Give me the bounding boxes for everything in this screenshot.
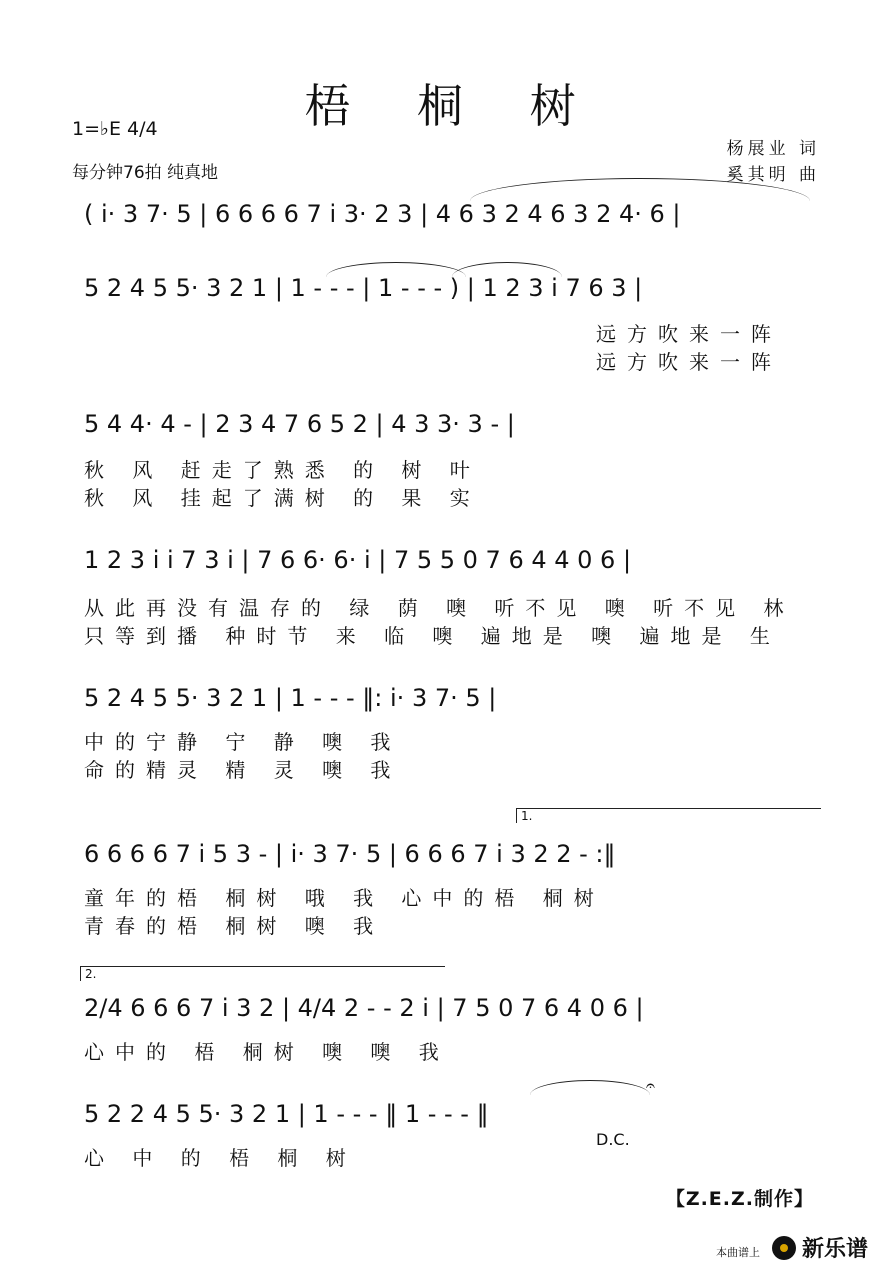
lyrics-row-5-verse-1: 中的宁静 宁 静 噢 我 [84,730,402,754]
row-7-notes: 2/4 6 6 6 7 i 3 2 | 4/4 2 - - 2 i | 7 5 0 7 6 4 0 6 | [84,994,644,1022]
volta-second-ending: 2. [80,966,445,981]
producer-credit: 【Z.E.Z.制作】 [665,1188,814,1210]
notation-row-7 [84,994,834,1022]
row-4-notes: 1 2 3 i i 7 3 i | 7 6 6· 6· i | 7 5 5 0 7 6 4 4 0 6 | [84,546,632,574]
row-2-notes: 5 2 4 5 5· 3 2 1 | 1 - - - | 1 - - - ) | 1 2 3 i 7 6 3 | [84,274,643,302]
row-3-notes: 5 4 4· 4 - | 2 3 4 7 6 5 2 | 4 3 3· 3 - | [84,410,515,438]
lyrics-row-3-verse-1: 秋 风 赶走了熟悉 的 树 叶 [84,458,481,482]
slur-arc [452,262,562,277]
lyrics-row-3-verse-2: 秋 风 挂起了满树 的 果 实 [84,486,481,510]
notation-row-5 [84,684,834,712]
brand-logo [772,1232,868,1263]
tempo-marking: 每分钟76拍 纯真地 [72,163,219,183]
key-signature: 1=♭E 4/4 [72,118,158,140]
footer-note: 本曲谱上 [716,1246,760,1259]
lyrics-row-4-verse-1: 从此再没有温存的 绿 荫 噢 听不见 噢 听不见 林 [84,596,795,620]
lyrics-row-6-verse-1: 童年的梧 桐树 哦 我 心中的梧 桐树 [84,886,605,910]
volta-first-ending: 1. [516,808,821,823]
row-8-notes: 5 2 2 4 5 5· 3 2 1 | 1 - - - ‖ 1 - - - ‖ [84,1100,489,1128]
lyrics-row-7-verse-1: 心中的 梧 桐树 噢 噢 我 [84,1040,450,1064]
lyrics-row-5-verse-2: 命的精灵 精 灵 噢 我 [84,758,402,782]
score-title: 梧 桐 树 [304,79,602,133]
slur-arc [530,1080,650,1095]
lyrics-row-2-verse-2: 远方吹来一阵 [596,350,782,374]
notation-row-3 [84,410,834,438]
lyricist-credit: 杨展业 词 [726,139,820,159]
da-capo-mark: D.C. [596,1130,630,1149]
lyrics-row-2-verse-1: 远方吹来一阵 [596,322,782,346]
fermata-mark: 𝄐 [646,1076,655,1095]
lyrics-row-6-verse-2: 青春的梧 桐树 噢 我 [84,914,385,938]
notation-row-1 [84,200,834,228]
notation-row-8 [84,1100,834,1128]
slur-arc [326,262,466,277]
lyrics-row-4-verse-2: 只等到播 种时节 来 临 噢 遍地是 噢 遍地是 生 [84,624,781,648]
record-icon [772,1236,796,1260]
notation-row-4 [84,546,834,574]
brand-name: 新乐谱 [801,1237,868,1262]
composer-credit: 奚其明 曲 [726,165,820,185]
row-6-notes: 6 6 6 6 7 i 5 3 - | i· 3 7· 5 | 6 6 6 7 i 3 2 2 - :‖ [84,840,616,868]
row-5-notes: 5 2 4 5 5· 3 2 1 | 1 - - - ‖: i· 3 7· 5 | [84,684,497,712]
row-1-notes: ( i· 3 7· 5 | 6 6 6 6 7 i 3· 2 3 | 4 6 3 2 4 6 3 2 4· 6 | [84,200,681,228]
notation-row-2 [84,274,834,302]
notation-row-6 [84,840,834,868]
lyrics-row-8-verse-1: 心 中 的 梧 桐 树 [84,1146,357,1170]
